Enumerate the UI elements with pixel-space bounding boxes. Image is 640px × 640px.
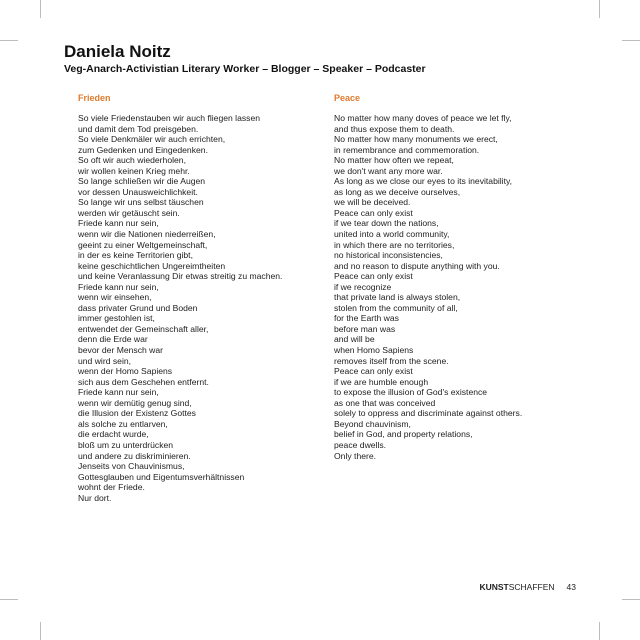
poem-line: we will be deceived. — [334, 197, 411, 208]
poem-line: und wird sein, — [78, 355, 132, 366]
poem-line: So viele Denkmäler wir auch errichten, — [78, 134, 226, 145]
poem-line: geeint zu einer Weltgemeinschaft, — [78, 239, 208, 250]
poem-line: So lange schließen wir die Augen — [78, 176, 206, 187]
poem-line: Nur dort. — [78, 492, 112, 503]
poem-line: removes itself from the scene. — [334, 355, 449, 366]
poem-line: belief in God, and property relations, — [334, 429, 473, 440]
poem-lines — [78, 113, 328, 503]
poem-title: Frieden — [78, 93, 111, 103]
poem-line: und keine Veranlassung Dir etwas streitig zu machen. — [78, 271, 283, 282]
poem-line: wenn wir einsehen, — [78, 292, 152, 303]
poem-line: wir wollen keinen Krieg mehr. — [78, 165, 190, 176]
poem-line: als solche zu entlarven, — [78, 418, 168, 429]
poem-line: bloß um zu unterdrücken — [78, 439, 174, 450]
poem-line: for the Earth was — [334, 313, 399, 324]
poem-line: vor dessen Unausweichlichkeit. — [78, 186, 198, 197]
poem-line: if we tear down the nations, — [334, 218, 439, 229]
poem-line: Peace can only exist — [334, 366, 413, 377]
poem-line: No matter how many monuments we erect, — [334, 134, 498, 145]
poem-line: Peace can only exist — [334, 271, 413, 282]
poem-line: Friede kann nur sein, — [78, 281, 159, 292]
crop-mark-bottom-right — [599, 622, 600, 640]
poem-line: wenn der Homo Sapiens — [78, 366, 173, 377]
poem-line: when Homo Sapiens — [334, 345, 414, 356]
crop-mark-left-top — [0, 40, 18, 41]
poem-line: So oft wir auch wiederholen, — [78, 155, 186, 166]
poem-line: in which there are no territories, — [334, 239, 455, 250]
poem-line: Peace can only exist — [334, 207, 413, 218]
poem-line: immer gestohlen ist, — [78, 313, 155, 324]
poem-line: und andere zu diskriminieren. — [78, 450, 191, 461]
poem-line: die Illusion der Existenz Gottes — [78, 408, 196, 419]
poem-line: und damit dem Tod preisgeben. — [78, 123, 199, 134]
poem-line: dass privater Grund und Boden — [78, 302, 198, 313]
magazine-brand: KUNSTSCHAFFEN — [479, 582, 555, 592]
crop-mark-right-top — [622, 40, 640, 41]
poem-line: entwendet der Gemeinschaft aller, — [78, 323, 209, 334]
poem-line: and thus expose them to death. — [334, 123, 455, 134]
poem-lines — [334, 113, 584, 461]
poem-line: denn die Erde war — [78, 334, 148, 345]
poem-line: as long as we deceive ourselves, — [334, 186, 461, 197]
poem-line: No matter how many doves of peace we let fly, — [334, 113, 512, 123]
poem-line: Friede kann nur sein, — [78, 387, 159, 398]
crop-mark-right-bottom — [622, 599, 640, 600]
poem-line: peace dwells. — [334, 439, 387, 450]
poem-line: if we recognize — [334, 281, 392, 292]
poem-line: we don't want any more war. — [334, 165, 443, 176]
poem-line: So viele Friedenstauben wir auch fliegen lassen — [78, 113, 261, 123]
poem-line: stolen from the community of all, — [334, 302, 458, 313]
poem-title: Peace — [334, 93, 361, 103]
poem-line: As long as we close our eyes to its inevitability, — [334, 176, 513, 187]
poem-line: wenn wir demütig genug sind, — [78, 397, 192, 408]
poem-line: So lange wir uns selbst täuschen — [78, 197, 204, 208]
poem-line: No matter how often we repeat, — [334, 155, 454, 166]
poem-line: and will be — [334, 334, 375, 345]
poem-line: sich aus dem Geschehen entfernt. — [78, 376, 209, 387]
poem-line: werden wir getäuscht sein. — [78, 207, 180, 218]
poem-line: united into a world community, — [334, 229, 450, 240]
poem-line: keine geschichtlichen Ungereimtheiten — [78, 260, 226, 271]
poem-line: to expose the illusion of God's existence — [334, 387, 488, 398]
poem-line: if we are humble enough — [334, 376, 429, 387]
poem-line: Beyond chauvinism, — [334, 418, 411, 429]
poem-line: bevor der Mensch war — [78, 345, 164, 356]
poem-line: Only there. — [334, 450, 377, 461]
poem-line: as one that was conceived — [334, 397, 436, 408]
crop-mark-bottom-left — [40, 622, 41, 640]
poem-line: that private land is always stolen, — [334, 292, 461, 303]
poem-line: before man was — [334, 323, 396, 334]
poem-line: wenn wir die Nationen niederreißen, — [78, 229, 216, 240]
poem-line: no historical inconsistencies, — [334, 250, 443, 261]
page-footer — [479, 582, 576, 592]
poem-line: solely to oppress and discriminate against others. — [334, 408, 523, 419]
poem-line: and no reason to dispute anything with you. — [334, 260, 500, 271]
poem-german — [78, 92, 328, 503]
page-number: 43 — [566, 582, 576, 592]
author-name: Daniela Noitz — [64, 42, 171, 61]
page-header — [64, 42, 426, 76]
crop-mark-left-bottom — [0, 599, 18, 600]
poem-line: Gottesglauben und Eigentumsverhältnissen — [78, 471, 245, 482]
poem-line: in remembrance and commemoration. — [334, 144, 480, 155]
crop-mark-top-left — [40, 0, 41, 18]
crop-mark-top-right — [599, 0, 600, 18]
poem-line: Jenseits von Chauvinismus, — [78, 461, 185, 472]
poem-line: wohnt der Friede. — [78, 482, 145, 493]
poem-line: Friede kann nur sein, — [78, 218, 159, 229]
poem-english — [334, 92, 584, 461]
poem-line: in der es keine Territorien gibt, — [78, 250, 193, 261]
author-subtitle: Veg-Anarch-Activistian Literary Worker – Blogger – Speaker – Podcaster — [64, 63, 426, 75]
poem-line: die erdacht wurde, — [78, 429, 149, 440]
poem-line: zum Gedenken und Eingedenken. — [78, 144, 208, 155]
